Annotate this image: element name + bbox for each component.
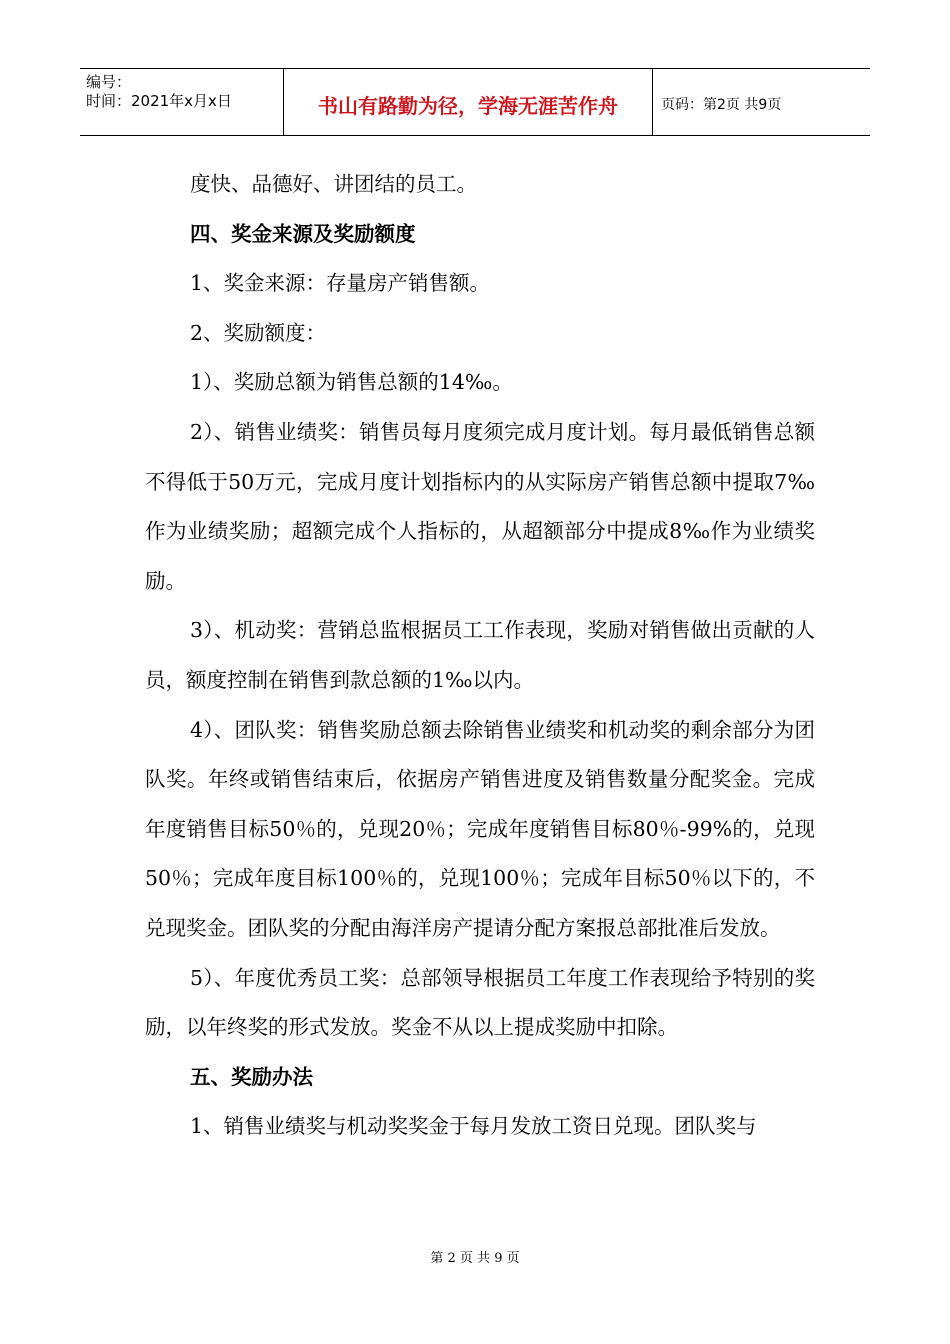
header-meta — [80, 69, 283, 135]
document-number-label: 编号： — [86, 73, 132, 91]
header-page-info: 页码：第2页 共9页 — [661, 97, 782, 113]
section-heading: 五、奖励办法 — [190, 1064, 313, 1089]
header-motto: 书山有路勤为径，学海无涯苦作舟 — [283, 69, 653, 135]
paragraph: 3）、机动奖：营销总监根据员工工作表现，奖励对销售做出贡献的人员，额度控制在销售到款总额的1‰以内。 — [145, 618, 815, 692]
paragraph: 4）、团队奖：销售奖励总额去除销售业绩奖和机动奖的剩余部分为团队奖。年终或销售结束后，依据房产销售进度及销售数量分配奖金。完成年度销售目标50％的，兑现20％；完成年度销售目标80％-99%的，兑现50％；完成年度目标100％的，兑现100％；完成年目标50％以下的，不兑现奖金。团队奖的分配由海洋房产提请分配方案报总部批准后发放。 — [145, 717, 815, 940]
paragraph: 1、奖金来源：存量房产销售额。 — [190, 271, 491, 296]
paragraph: 1）、奖励总额为销售总额的14‰。 — [190, 370, 513, 395]
paragraph: 2）、销售业绩奖：销售员每月度须完成月度计划。每月最低销售总额不得低于50万元，完成月度计划指标内的从实际房产销售总额中提取7‰作为业绩奖励；超额完成个人指标的，从超额部分中提成8‰作为业绩奖励。 — [145, 419, 815, 593]
paragraph: 1、销售业绩奖与机动奖奖金于每月发放工资日兑现。团队奖与 — [190, 1114, 757, 1139]
paragraph: 5）、年度优秀员工奖：总部领导根据员工年度工作表现给予特别的奖励，以年终奖的形式发放。奖金不从以上提成奖励中扣除。 — [145, 965, 815, 1040]
section-heading: 四、奖金来源及奖励额度 — [190, 221, 416, 246]
page-header — [80, 68, 870, 136]
document-body — [145, 160, 815, 1152]
page-footer: 第 2 页 共 9 页 — [430, 1251, 520, 1266]
paragraph: 2、奖励额度： — [190, 320, 327, 345]
paragraph: 度快、品德好、讲团结的员工。 — [190, 172, 477, 196]
document-date: 时间：2021年x月x日 — [86, 92, 232, 110]
